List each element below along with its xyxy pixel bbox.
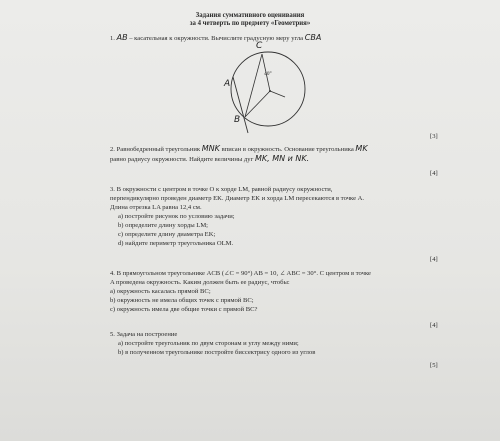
- q4-text-1: В прямоугольном треугольнике ACB (∠C = 90°) AB = 10, ∠ ABC = 30°. С центром в точке: [116, 270, 371, 277]
- label-c: C: [256, 41, 263, 51]
- q3-text-3: Длина отрезка LA равна 12,4 см.: [110, 204, 202, 211]
- chord-cb: [245, 54, 262, 117]
- q2-text-b: вписан в окружность. Основание треугольника: [221, 146, 354, 153]
- q2-text-a: Равнобедренный треугольник: [116, 146, 201, 153]
- q5-item-b: b) в полученном треугольнике постройте биссектрису одного из углов: [118, 349, 316, 356]
- q1-number: 1.: [110, 35, 115, 42]
- q3-number: 3.: [110, 186, 115, 193]
- q2-handwritten-mnk: MNK: [201, 144, 220, 153]
- q3-item-a: a) постройте рисунок по условию задачи;: [118, 213, 235, 220]
- q2-handwritten-arcs: MK, MN и NK.: [254, 154, 310, 163]
- q5-line1: [110, 331, 177, 339]
- q5-title: Задача на построение: [116, 331, 178, 338]
- q4-number: 4.: [110, 270, 115, 277]
- radius-line-2: [270, 91, 285, 97]
- q4-item-a: a) окружность касалась прямой BC;: [110, 288, 211, 295]
- q4-line1: [110, 270, 371, 278]
- angle-label: 40°: [264, 71, 272, 77]
- q3-text-1: В окружности с центром в точке O к хорде LM, равной радиусу окружности,: [116, 186, 333, 193]
- q3-text-2: перпендикулярно проведен диаметр EK. Диаметр EK и хорда LM пересекаются в точке A.: [110, 195, 365, 202]
- q3-points: [4]: [430, 256, 438, 263]
- q1-handwritten-ab: AB: [116, 33, 128, 42]
- q2-line2: [110, 155, 309, 164]
- q1-points: [3]: [430, 133, 438, 140]
- q2-points: [4]: [430, 170, 438, 177]
- q2-line1: [110, 145, 368, 154]
- center-point: [269, 90, 271, 92]
- q1-text: – касательная к окружности. Вычислите градусную меру угла: [129, 35, 304, 42]
- q3-item-d: d) найдите периметр треугольника OLM.: [118, 240, 234, 247]
- q2-handwritten-mk: MK: [355, 144, 368, 153]
- q1-handwritten-cba: CBA: [304, 33, 322, 42]
- q4-text-2: A проведена окружность. Каким должен быть ее радиус, чтобы:: [110, 279, 290, 286]
- label-a: A: [224, 79, 231, 89]
- q3-item-c: c) определите длину диаметра EK;: [118, 231, 216, 238]
- q4-points: [4]: [430, 322, 438, 329]
- label-b: B: [234, 115, 241, 125]
- circle: [231, 52, 305, 126]
- q4-item-b: b) окружность не имела общих точек с прямой BC;: [110, 297, 254, 304]
- q5-points: [5]: [430, 362, 438, 369]
- q3-item-b: b) определите длину хорды LM;: [118, 222, 209, 229]
- header-subtitle: за 4 четверть по предмету «Геометрия»: [189, 20, 311, 27]
- header-title: Задания суммативного оценивания: [195, 12, 305, 19]
- q5-item-a: a) постройте треугольник по двум сторонам и углу между ними;: [118, 340, 299, 347]
- q4-item-c: c) окружность имела две общие точки с прямой BC?: [110, 306, 258, 313]
- q5-number: 5.: [110, 331, 115, 338]
- q3-line1: [110, 186, 332, 194]
- q2-number: 2.: [110, 146, 115, 153]
- q2-line2-text: равно радиусу окружности. Найдите величины дуг: [110, 156, 254, 163]
